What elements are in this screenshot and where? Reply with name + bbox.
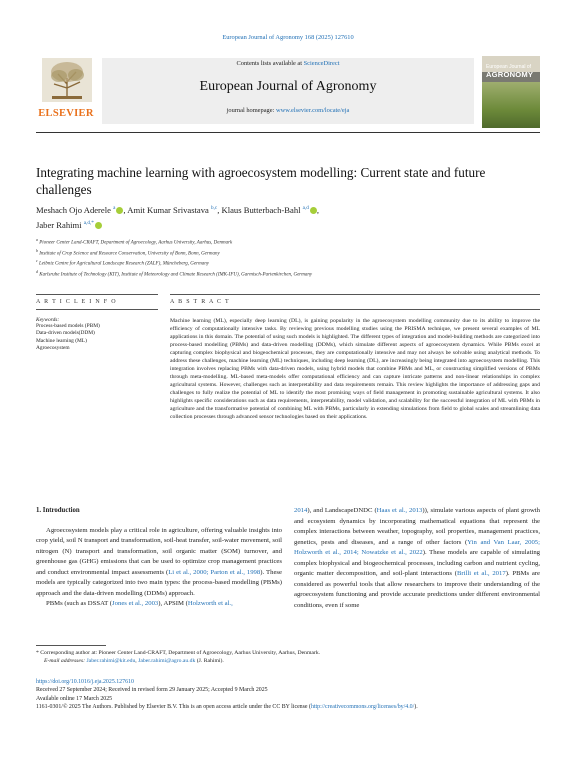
affiliation-d: $^d$ Karlsruhe Institute of Technology (KIT), Institute of Meteorology and Climate Research (IMK-IFU), Garmisch-Partenkirchen, Germany (36, 268, 313, 278)
elsevier-tree-icon (42, 58, 92, 102)
received-dates: Received 27 September 2024; Received in revised form 29 January 2025; Accepted 9 March 2025 (36, 687, 268, 694)
intro-left-column (36, 506, 282, 610)
cover-photo (482, 82, 540, 128)
corresponding-author-footnote: * Corresponding author at: Pioneer Center Land-CRAFT, Department of Agroecology, Aarhus University, Aarhus, Denmark. E-mail addresses: Jaber.rahimi@kit.edu, Jaber.rahimi@agro.au.dk (J. Rahimi). (36, 649, 540, 665)
publisher-name: ELSEVIER (38, 108, 94, 119)
email-link[interactable]: Jaber.rahimi@agro.au.dk (138, 658, 196, 664)
license-line: 1161-0301/© 2025 The Authors. Published by Elsevier B.V. This is an open access article under the CC BY license (http://creativecommons.org/licenses/by/4.0/). (36, 704, 418, 711)
journal-header-box (102, 58, 474, 124)
elsevier-logo[interactable] (36, 56, 96, 122)
abstract-text: Machine learning (ML), especially deep learning (DL), is gaining popularity in the agroecosystem modelling community due to its ability to improve the efficiency of computationally intensive tasks. By reviewing previous modelling studies using the PRISMA technique, we present several examples of ML applications in this domain. The potential of using such models is highlighted. The different types of integration and model-building methods are categorized into process-based modelling (PBMs) and data-driven modelling (DDMs), which simulate different aspects of agroecosystem dynamics. While PBMs excel at capturing complex biophysical and biogeochemical processes, they are computationally intensive and may not always be solvable using analytical methods. To address these challenges, machine learning (ML) techniques, including deep learning (DL), are increasingly being integrated into agroecosystem modelling. This integration involves replacing PBMs with data-driven models, using hybrid models that combine PBMs and ML, or constructing simplified versions of PBMs through meta-modelling. ML-based meta-models offer computational efficiency and can capture intricate patterns and non-linear relationships in complex agricultural systems. However, challenges such as interpretability and data requirements remain. This review highlights the importance of addressing gaps and challenges to fully realize the potential of ML to identify the most promising ways of field management in promoting sustainable agricultural systems. It also highlights specific considerations such as data requirements, interpretability, model validation, and scalability for the successful integration of ML with PBMs in agriculture and the transformative potential of combining ML with PBMs, particularly in extending simulations from field to global scales and streamlining data collection processes through advanced sensor technologies based on their applications. (170, 318, 540, 420)
abstract-section (170, 294, 540, 421)
affiliation-c: $^c$ Leibniz Centre for Agricultural Landscape Research (ZALF), Müncheberg, Germany (36, 258, 209, 267)
article-info (36, 294, 158, 353)
divider (170, 294, 540, 295)
doi-link[interactable]: https://doi.org/10.1016/j.eja.2025.127610 (36, 679, 134, 685)
license-link[interactable]: http://creativecommons.org/licenses/by/4.0/ (310, 704, 415, 711)
author-list (36, 202, 436, 232)
divider (170, 309, 540, 310)
keyword: Machine learning (ML) (36, 337, 87, 344)
author-1[interactable]: Meshach Ojo Aderele $^a$ , (36, 204, 128, 215)
orcid-icon[interactable] (95, 222, 102, 229)
journal-cover-image[interactable] (482, 56, 540, 128)
affiliation-b: $^b$ Institute of Crop Science and Resource Conservation, University of Bonn, Bonn, Germany (36, 247, 220, 257)
citation-link[interactable]: Li et al., 2000; Parton et al., 1998 (168, 568, 261, 576)
intro-paragraph-2: PBMs (such as DSSAT (Jones et al., 2003), APSIM (Holzworth et al., (46, 600, 233, 607)
citation-link[interactable]: Jones et al., 2003 (112, 600, 159, 607)
email-line: E-mail addresses: Jaber.rahimi@kit.edu, Jaber.rahimi@agro.au.dk (J. Rahimi). (44, 658, 224, 664)
author-2[interactable]: Amit Kumar Srivastava $^{b,c}$, (127, 204, 222, 215)
article-title: Integrating machine learning with agroecosystem modelling: Current state and future challenges (36, 165, 486, 197)
keywords-label: Keywords: (36, 317, 60, 323)
email-link[interactable]: Jaber.rahimi@kit.edu (86, 658, 136, 664)
citation-link[interactable]: 2014 (294, 507, 308, 514)
divider (36, 294, 158, 295)
author-4[interactable]: Jaber Rahimi $^{a,d,*}$ (36, 220, 102, 230)
citation-link[interactable]: Holzworth et al., (187, 600, 233, 607)
keyword: Data-driven models(DDM) (36, 330, 95, 337)
affiliations (36, 236, 536, 279)
citation-link[interactable]: Haas et al., 2013 (376, 507, 423, 514)
intro-paragraph-1: Agroecosystem models play a critical role in agriculture, offering valuable insights into crop yield, soil N transport and transformation, soil-heat transfer, soil-water movement, soil nitrogen (N) transport and transformation, soil organic matter (SOM) turnover, and greenhouse gas (GHG) emissions that can be used to optimize crop management practices and conduct environmental impact assessments (Li et al., 2000; Parton et al., 1998). These models are typically categorized into two main types: the process-based modelling (PBMs) approach and the data-driven modelling (DDMs) approach. (36, 526, 282, 597)
contents-line: Contents lists available at ScienceDirect (236, 60, 340, 67)
abstract-heading: A B S T R A C T (170, 299, 231, 305)
journal-title: European Journal of Agronomy (199, 79, 377, 94)
section-heading-introduction: 1. Introduction (36, 507, 80, 514)
keyword: Process-based models (PBM) (36, 323, 100, 329)
divider (36, 309, 158, 310)
footnote-divider (36, 645, 106, 646)
orcid-icon[interactable] (310, 207, 317, 214)
citation-link[interactable]: Brilli et al., 2017 (456, 570, 506, 577)
author-3[interactable]: Klaus Butterbach-Bahl $^{a,d}$ , (221, 204, 320, 215)
article-info-heading: A R T I C L E I N F O (36, 299, 117, 305)
keyword: Agroecosystem (36, 345, 70, 352)
journal-reference[interactable]: European Journal of Agronomy 168 (2025) 127610 (222, 34, 354, 41)
affiliation-a: $^a$ Pioneer Center Land-CRAFT, Department of Agroecology, Aarhus University, Aarhus, Denmark (36, 237, 233, 246)
intro-right-column: 2014), and LandscapeDNDC (Haas et al., 2013)), simulate various aspects of plant growth and ecosystem dynamics by incorporating mathematical equations that represent the complex interactions between weather, topography, soil properties, management practices, genetics, pests and diseases, and a range of other factors (Yin and Van Laar, 2005; Holzworth et al., 2014; Nowatzke et al., 2022). These models are capable of simulating complex biophysical and biogeochemical processes, including carbon and nutrient cycling, organic matter decomposition, and soil-plant interactions (Brilli et al., 2017). PBMs are considered as powerful tools that allow researchers to improve their understanding of the agroecosystem functioning and provide accurate predictions under different environmental conditions, even if some (294, 507, 541, 609)
homepage-line: journal homepage: www.elsevier.com/locate/eja (226, 107, 350, 114)
available-online: Available online 17 March 2025 (36, 695, 113, 702)
homepage-link[interactable]: www.elsevier.com/locate/eja (275, 107, 350, 114)
citation-link[interactable]: Yin and Van Laar, 2005; Holzworth et al., 2014; Nowatzke et al., 2022 (294, 538, 540, 556)
sciencedirect-link[interactable]: ScienceDirect (303, 60, 340, 67)
publication-info (36, 678, 540, 712)
cover-title: European Journal of AGRONOMY (486, 64, 534, 79)
